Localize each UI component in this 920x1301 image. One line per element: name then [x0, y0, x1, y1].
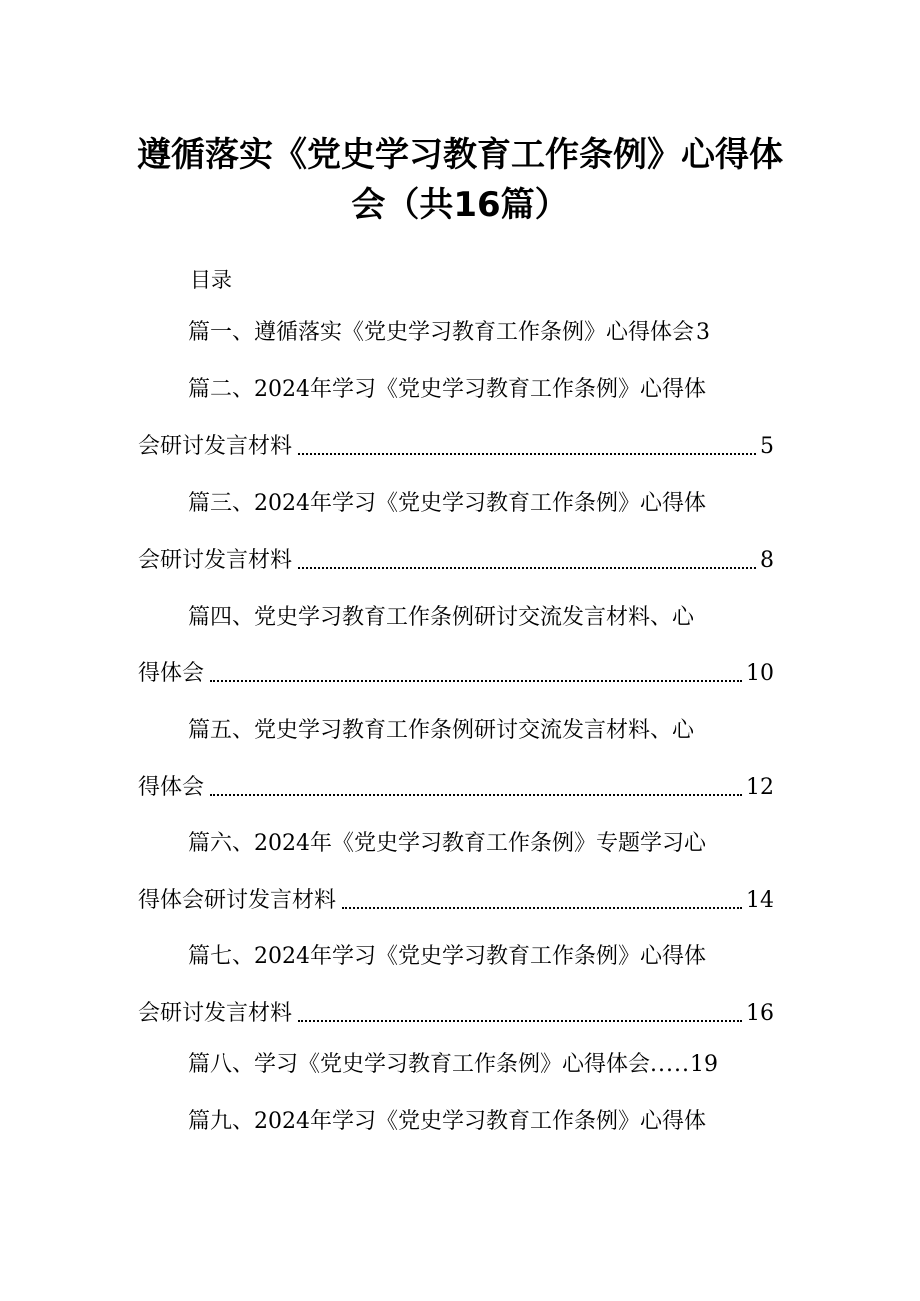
toc-entry-6-continuation[interactable] — [138, 886, 774, 916]
document-title-line1: 遵循落实《党史学习教育工作条例》心得体 — [137, 135, 783, 175]
toc-page-number: 19 — [689, 1052, 718, 1077]
toc-entry-8[interactable] — [188, 1050, 718, 1080]
toc-page-number: 10 — [746, 661, 774, 686]
toc-dot-leader — [210, 794, 742, 796]
toc-dot-leader — [210, 680, 742, 682]
toc-entry-4[interactable] — [188, 603, 694, 633]
toc-page-number: 14 — [746, 888, 774, 913]
toc-dot-leader — [298, 1020, 742, 1022]
toc-entry-1[interactable] — [188, 318, 710, 348]
toc-entry-title-cont: 会研讨发言材料 — [138, 548, 293, 573]
toc-entry-5-continuation[interactable] — [138, 773, 774, 803]
toc-dot-leader — [298, 453, 756, 455]
toc-entry-title: 篇八、学习《党史学习教育工作条例》心得体会 — [188, 1052, 651, 1077]
toc-entry-title-cont: 得体会 — [138, 661, 205, 686]
toc-entry-title-cont: 会研讨发言材料 — [138, 434, 293, 459]
toc-page-number: 5 — [760, 434, 774, 459]
toc-entry-title: 篇六、2024年《党史学习教育工作条例》专题学习心 — [188, 831, 706, 856]
toc-page-number: 8 — [760, 548, 774, 573]
toc-entry-title-cont: 会研讨发言材料 — [138, 1001, 293, 1026]
toc-entry-7-continuation[interactable] — [138, 999, 774, 1029]
toc-entry-title: 篇九、2024年学习《党史学习教育工作条例》心得体 — [188, 1109, 706, 1134]
toc-entry-3[interactable] — [188, 489, 706, 519]
toc-entry-5[interactable] — [188, 716, 694, 746]
toc-entry-2-continuation[interactable] — [138, 432, 774, 462]
toc-dot-leader: ..... — [650, 1052, 690, 1077]
toc-entry-title: 篇五、党史学习教育工作条例研讨交流发言材料、心 — [188, 718, 695, 743]
toc-entry-3-continuation[interactable] — [138, 546, 774, 576]
toc-entry-4-continuation[interactable] — [138, 659, 774, 689]
toc-entry-6[interactable] — [188, 829, 706, 859]
toc-dot-leader — [298, 567, 756, 569]
toc-page-number: 3 — [696, 320, 711, 345]
toc-heading: 目录 — [190, 268, 232, 292]
toc-entry-2[interactable] — [188, 375, 706, 405]
toc-page-number: 12 — [746, 775, 774, 800]
toc-entry-title-cont: 得体会研讨发言材料 — [138, 888, 337, 913]
toc-entry-title: 篇三、2024年学习《党史学习教育工作条例》心得体 — [188, 491, 706, 516]
toc-entry-title: 篇二、2024年学习《党史学习教育工作条例》心得体 — [188, 377, 706, 402]
toc-entry-title-cont: 得体会 — [138, 775, 205, 800]
toc-entry-title: 篇一、遵循落实《党史学习教育工作条例》心得体会 — [188, 320, 695, 345]
toc-entry-title: 篇七、2024年学习《党史学习教育工作条例》心得体 — [188, 944, 706, 969]
toc-page-number: 16 — [746, 1001, 774, 1026]
document-title-line2: 会（共16篇） — [351, 185, 569, 225]
toc-dot-leader — [342, 907, 742, 909]
toc-entry-9[interactable] — [188, 1107, 706, 1137]
toc-entry-title: 篇四、党史学习教育工作条例研讨交流发言材料、心 — [188, 605, 695, 630]
toc-entry-7[interactable] — [188, 942, 706, 972]
